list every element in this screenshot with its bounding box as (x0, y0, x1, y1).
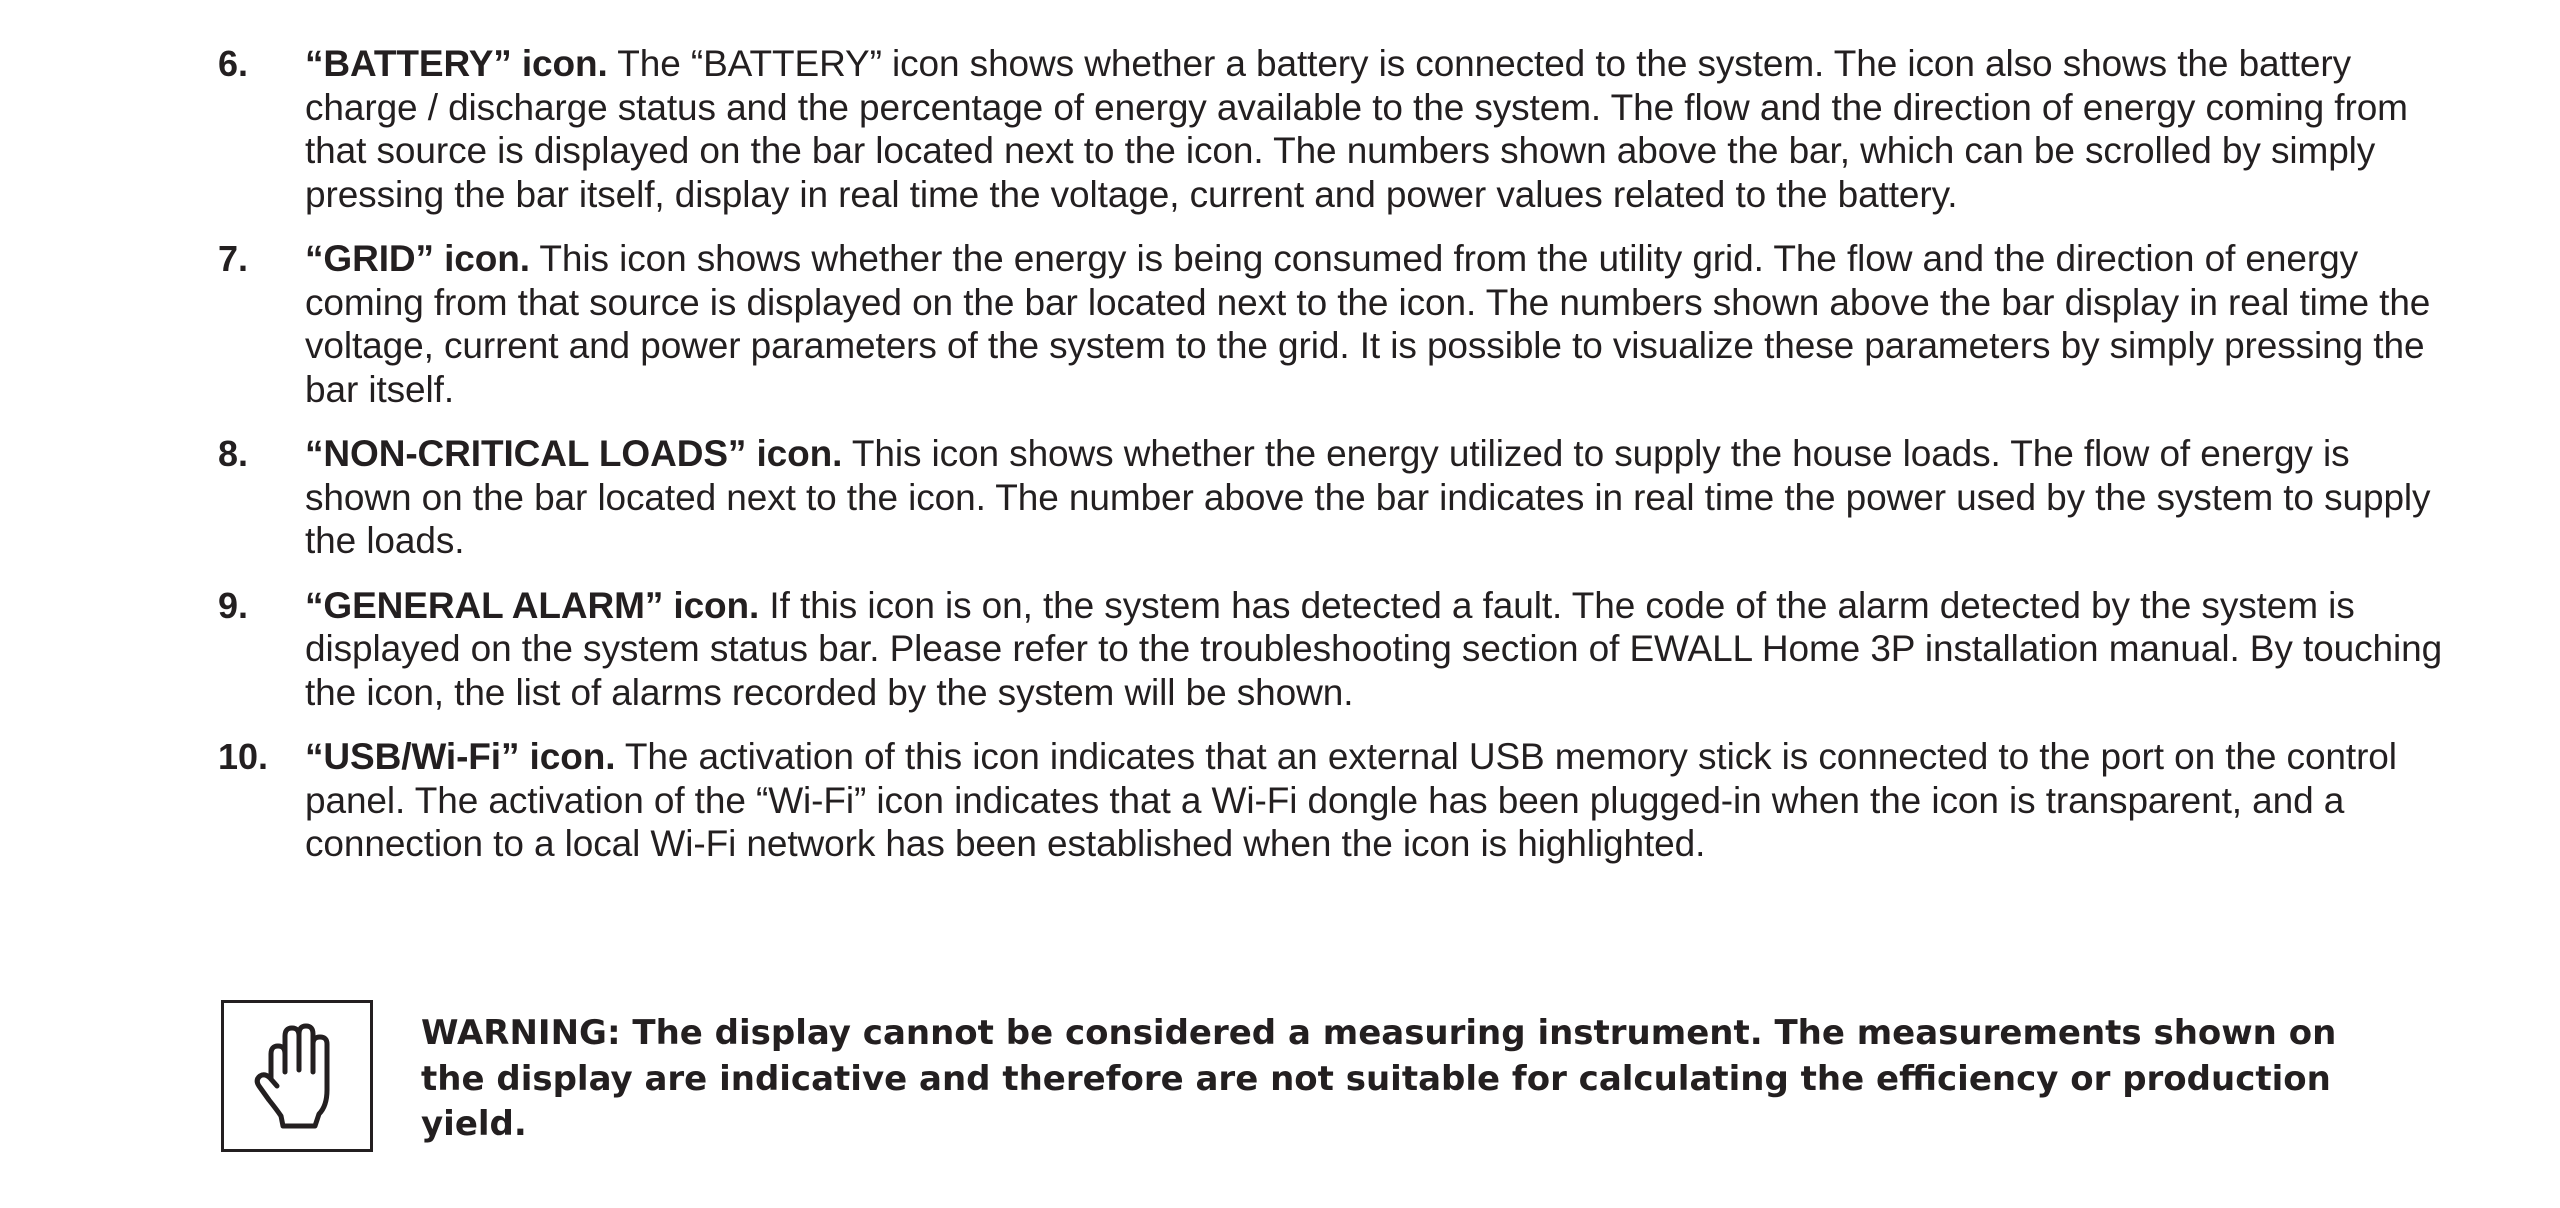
description-list (218, 42, 2448, 887)
item-number: 6. (218, 43, 249, 84)
item-body (305, 237, 2448, 411)
item-number: 7. (218, 238, 249, 279)
item-number: 8. (218, 433, 249, 474)
item-body (305, 42, 2448, 216)
item-text: This icon shows whether the energy utilized to supply the house loads. The flow of energy is shown on the bar located next to the icon. The number above the bar indicates in real time the power used by the system to supply the loads. (305, 433, 2431, 561)
item-body (305, 432, 2448, 563)
item-lead: “BATTERY” icon. (305, 43, 608, 84)
warning-icon-box (221, 1000, 373, 1152)
list-item (218, 42, 2448, 216)
stop-hand-icon (249, 1020, 345, 1132)
item-text: If this icon is on, the system has detected a fault. The code of the alarm detected by the system is displayed on the system status bar. Please refer to the troubleshooting section of EWALL Home 3P installation manual. By touching the icon, the list of alarms recorded by the system will be shown. (305, 584, 2443, 713)
item-number: 9. (218, 584, 249, 626)
list-item (218, 584, 2448, 715)
item-lead: “GRID” icon. (305, 238, 530, 279)
item-body (305, 735, 2448, 866)
list-item (218, 237, 2448, 411)
item-text: The activation of this icon indicates that an external USB memory stick is connected to the port on the control panel. The activation of the “Wi-Fi” icon indicates that a Wi-Fi dongle has been plugged-in when the icon is transparent, and a connection to a local Wi-Fi network has been established when the icon is highlighted. (305, 736, 2397, 864)
item-lead: “USB/Wi-Fi” icon. (305, 736, 616, 777)
item-lead: “NON-CRITICAL LOADS” icon. (305, 433, 843, 474)
item-text: This icon shows whether the energy is being consumed from the utility grid. The flow and the direction of energy coming from that source is displayed on the bar located next to the icon. The numbers shown above the bar display in real time the voltage, current and power parameters of the system to the grid. It is possible to visualize these parameters by simply pressing the bar itself. (305, 238, 2431, 410)
item-body (305, 584, 2448, 715)
warning-text: WARNING: The display cannot be considered a measuring instrument. The measurements shown on the display are indicative and therefore are not suitable for calculating the efficiency or production yield. (421, 1013, 2337, 1144)
list-item (218, 735, 2448, 866)
item-number: 10. (218, 736, 269, 777)
list-item (218, 432, 2448, 563)
item-text: The “BATTERY” icon shows whether a battery is connected to the system. The icon also shows the battery charge / discharge status and the percentage of energy available to the system. The flow and the direction of energy coming from that source is displayed on the bar located next to the icon. The numbers shown above the bar, which can be scrolled by simply pressing the bar itself, display in real time the voltage, current and power values related to the battery. (305, 43, 2408, 215)
item-lead: “GENERAL ALARM” icon. (305, 584, 760, 626)
